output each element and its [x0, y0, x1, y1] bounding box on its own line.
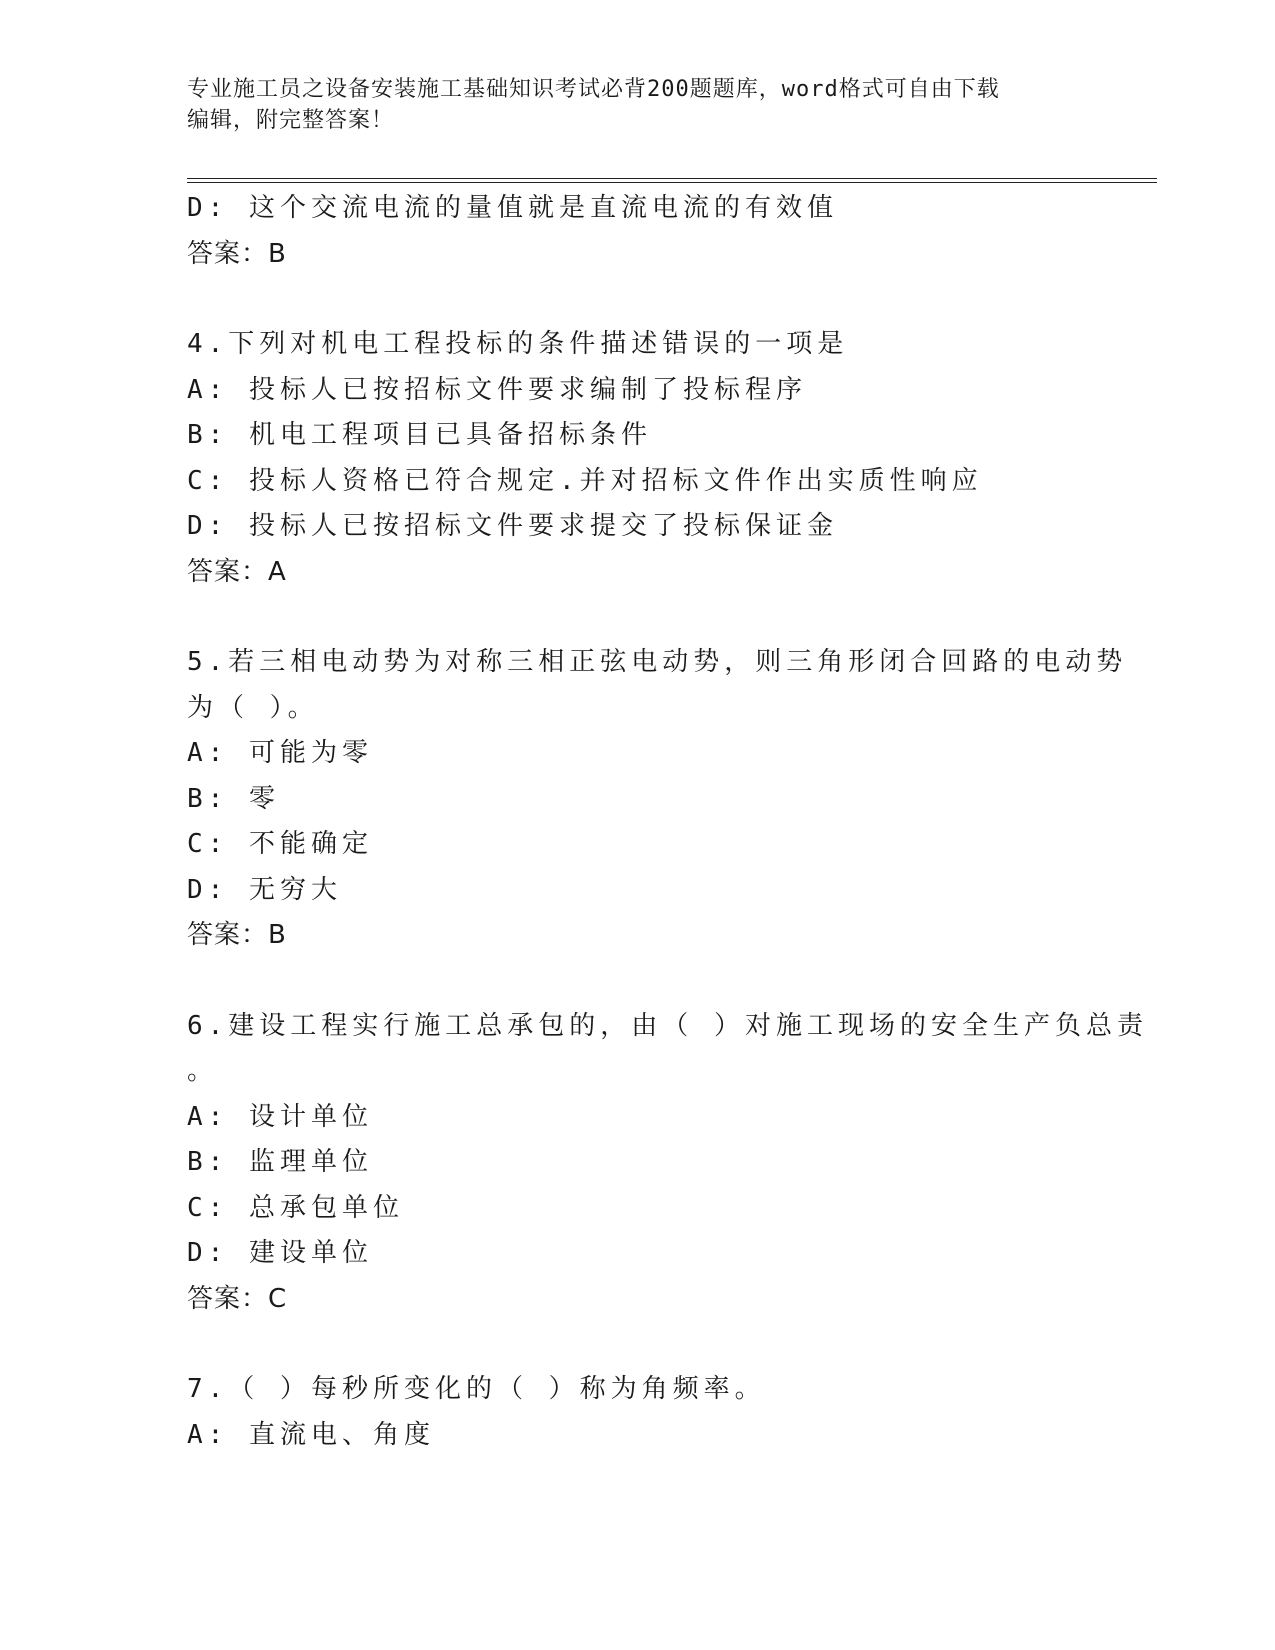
answer-line: 答案：A — [187, 556, 287, 587]
option-b: B: 监理单位 — [187, 1147, 373, 1177]
option-c: C: 投标人资格已符合规定.并对招标文件作出实质性响应 — [187, 465, 983, 496]
option-b: B: 机电工程项目已具备招标条件 — [187, 420, 652, 450]
question-stem: 4.下列对机电工程投标的条件描述错误的一项是 — [187, 329, 849, 359]
header-divider — [187, 178, 1157, 183]
question-3-tail — [187, 186, 1087, 277]
question-stem-continued: 为（ ）。 — [187, 692, 319, 723]
question-6 — [187, 1004, 1148, 1323]
question-4 — [187, 322, 1087, 595]
header-title-line-2: 编辑，附完整答案！ — [187, 108, 395, 133]
document-header — [187, 74, 1087, 136]
option-b: B: 零 — [187, 783, 280, 814]
question-stem-continued: 。 — [187, 1056, 219, 1086]
answer-line: 答案：B — [187, 238, 287, 269]
option-a: A: 直流电、角度 — [187, 1419, 435, 1450]
answer-line: 答案：B — [187, 920, 287, 950]
option-d: D: 这个交流电流的量值就是直流电流的有效值 — [187, 193, 838, 223]
question-5 — [187, 640, 1128, 959]
option-d: D: 无穷大 — [187, 874, 342, 905]
question-stem: 5.若三相电动势为对称三相正弦电动势，则三角形闭合回路的电动势 — [187, 647, 1128, 677]
question-7 — [187, 1367, 1087, 1458]
header-title-line-1: 专业施工员之设备安装施工基础知识考试必背200题题库，word格式可自由下载 — [187, 77, 1000, 102]
question-stem: 6.建设工程实行施工总承包的，由（ ）对施工现场的安全生产负总责 — [187, 1010, 1148, 1041]
option-a: A: 投标人已按招标文件要求编制了投标程序 — [187, 374, 807, 405]
option-a: A: 设计单位 — [187, 1101, 373, 1132]
option-a: A: 可能为零 — [187, 738, 373, 768]
option-d: D: 建设单位 — [187, 1238, 373, 1268]
option-c: C: 不能确定 — [187, 829, 373, 859]
question-stem: 7.（ ）每秒所变化的（ ）称为角频率。 — [187, 1374, 766, 1404]
option-d: D: 投标人已按招标文件要求提交了投标保证金 — [187, 511, 838, 541]
answer-line: 答案：C — [187, 1283, 288, 1314]
document-body — [187, 186, 1148, 1458]
option-c: C: 总承包单位 — [187, 1192, 404, 1223]
